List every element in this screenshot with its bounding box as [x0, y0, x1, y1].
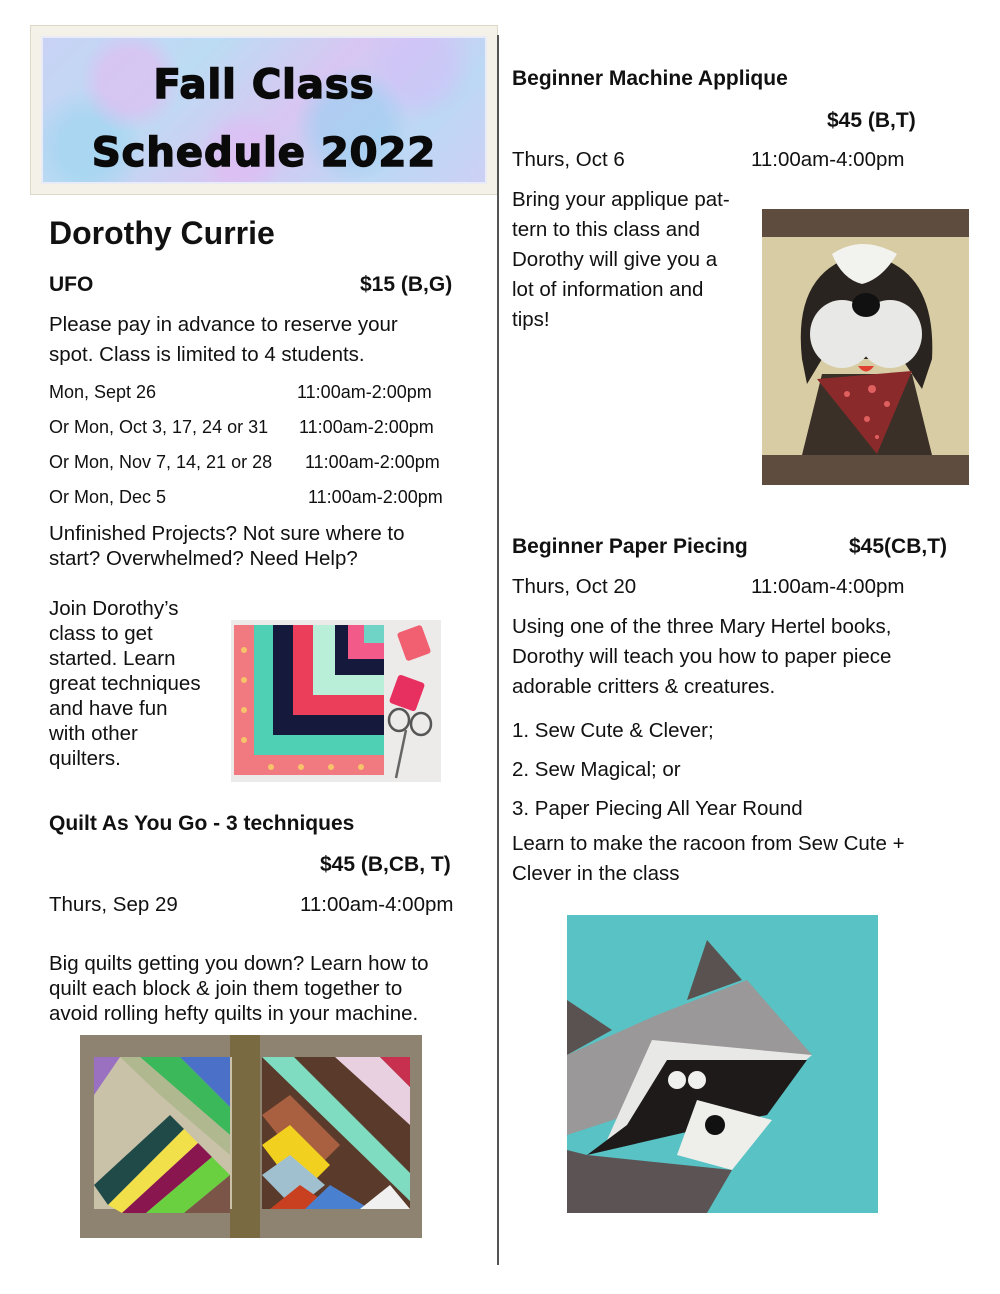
paper-piecing-desc-line: adorable critters & creatures.: [512, 675, 776, 698]
paper-piecing-closing: [512, 829, 905, 889]
instructor-name: Dorothy Currie: [49, 215, 275, 251]
applique-price: $45 (B,T): [827, 109, 916, 132]
title-banner: [30, 25, 498, 195]
ufo-session-time: 11:00am-2:00pm: [308, 487, 443, 507]
ufo-join-line: great techniques: [49, 672, 201, 695]
title-banner-background: [41, 36, 487, 184]
qayg-price: $45 (B,CB, T): [320, 853, 451, 876]
book-list-item: 3. Paper Piecing All Year Round: [512, 797, 803, 820]
paper-piecing-date: Thurs, Oct 20: [512, 575, 637, 598]
string-quilt-illustration: [80, 1035, 422, 1238]
ufo-intro-line-2: spot. Class is limited to 4 students.: [49, 343, 365, 366]
qayg-time: 11:00am-4:00pm: [300, 893, 454, 916]
ufo-session-time: 11:00am-2:00pm: [305, 452, 440, 472]
log-cabin-quilt-image: [231, 620, 441, 782]
applique-title: Beginner Machine Applique: [512, 67, 788, 90]
applique-description: [512, 185, 730, 335]
raccoon-quilt-image: [567, 915, 878, 1213]
ufo-join-line: with other: [49, 722, 138, 745]
applique-desc-line: lot of information and: [512, 278, 704, 301]
qayg-desc-line: avoid rolling hefty quilts in your machine.: [49, 1002, 419, 1025]
qayg-description: [49, 951, 429, 1026]
ufo-join-line: Join Dorothy’s: [49, 597, 179, 620]
log-cabin-quilt-illustration: [231, 620, 441, 782]
ufo-session-time: 11:00am-2:00pm: [299, 417, 434, 437]
ufo-join-line: class to get: [49, 622, 153, 645]
paper-piecing-description: [512, 612, 891, 702]
ufo-intro-line-1: Please pay in advance to reserve your: [49, 313, 398, 336]
qayg-desc-line: quilt each block & join them together to: [49, 977, 403, 1000]
column-divider: [497, 35, 499, 1265]
book-list-item: 1. Sew Cute & Clever;: [512, 719, 714, 742]
qayg-title: Quilt As You Go - 3 techniques: [49, 812, 355, 835]
paper-piecing-title: Beginner Paper Piecing: [512, 535, 748, 558]
applique-desc-line: Dorothy will give you a: [512, 248, 718, 271]
dog-applique-illustration: [762, 209, 969, 485]
string-quilt-blocks-image: [80, 1035, 422, 1238]
paper-piecing-desc-line: Dorothy will teach you how to paper piece: [512, 645, 892, 668]
book-list: [512, 711, 803, 828]
ufo-title: UFO: [49, 273, 94, 296]
paper-piecing-desc-line: Using one of the three Mary Hertel books,: [512, 615, 892, 638]
applique-time: 11:00am-4:00pm: [751, 148, 905, 171]
ufo-price: $15 (B,G): [360, 273, 453, 296]
closing-line: Clever in the class: [512, 862, 680, 885]
ufo-join-line: and have fun: [49, 697, 168, 720]
ufo-session-date: Or Mon, Nov 7, 14, 21 or 28: [49, 452, 273, 472]
paper-piecing-price: $45(CB,T): [849, 535, 948, 558]
dog-applique-image: [762, 209, 969, 485]
title-line-2: Schedule 2022: [91, 130, 437, 176]
qayg-date: Thurs, Sep 29: [49, 893, 178, 916]
applique-desc-line: Bring your applique pat-: [512, 188, 730, 211]
ufo-join-text: [49, 596, 201, 771]
ufo-session-time: 11:00am-2:00pm: [297, 382, 432, 402]
ufo-questions-line-2: start? Overwhelmed? Need Help?: [49, 547, 358, 570]
applique-desc-line: tips!: [512, 308, 550, 331]
book-list-item: 2. Sew Magical; or: [512, 758, 681, 781]
closing-line: Learn to make the racoon from Sew Cute +: [512, 832, 905, 855]
ufo-session-date: Or Mon, Oct 3, 17, 24 or 31: [49, 417, 269, 437]
title-line-1: Fall Class: [153, 62, 375, 108]
ufo-join-line: quilters.: [49, 747, 121, 770]
ufo-join-line: started. Learn: [49, 647, 176, 670]
ufo-questions-line-1: Unfinished Projects? Not sure where to: [49, 522, 405, 545]
ufo-session-date: Mon, Sept 26: [49, 382, 157, 402]
applique-date: Thurs, Oct 6: [512, 148, 625, 171]
qayg-desc-line: Big quilts getting you down? Learn how to: [49, 952, 429, 975]
paper-piecing-time: 11:00am-4:00pm: [751, 575, 905, 598]
raccoon-quilt-illustration: [567, 915, 878, 1213]
applique-desc-line: tern to this class and: [512, 218, 701, 241]
ufo-session-date: Or Mon, Dec 5: [49, 487, 167, 507]
